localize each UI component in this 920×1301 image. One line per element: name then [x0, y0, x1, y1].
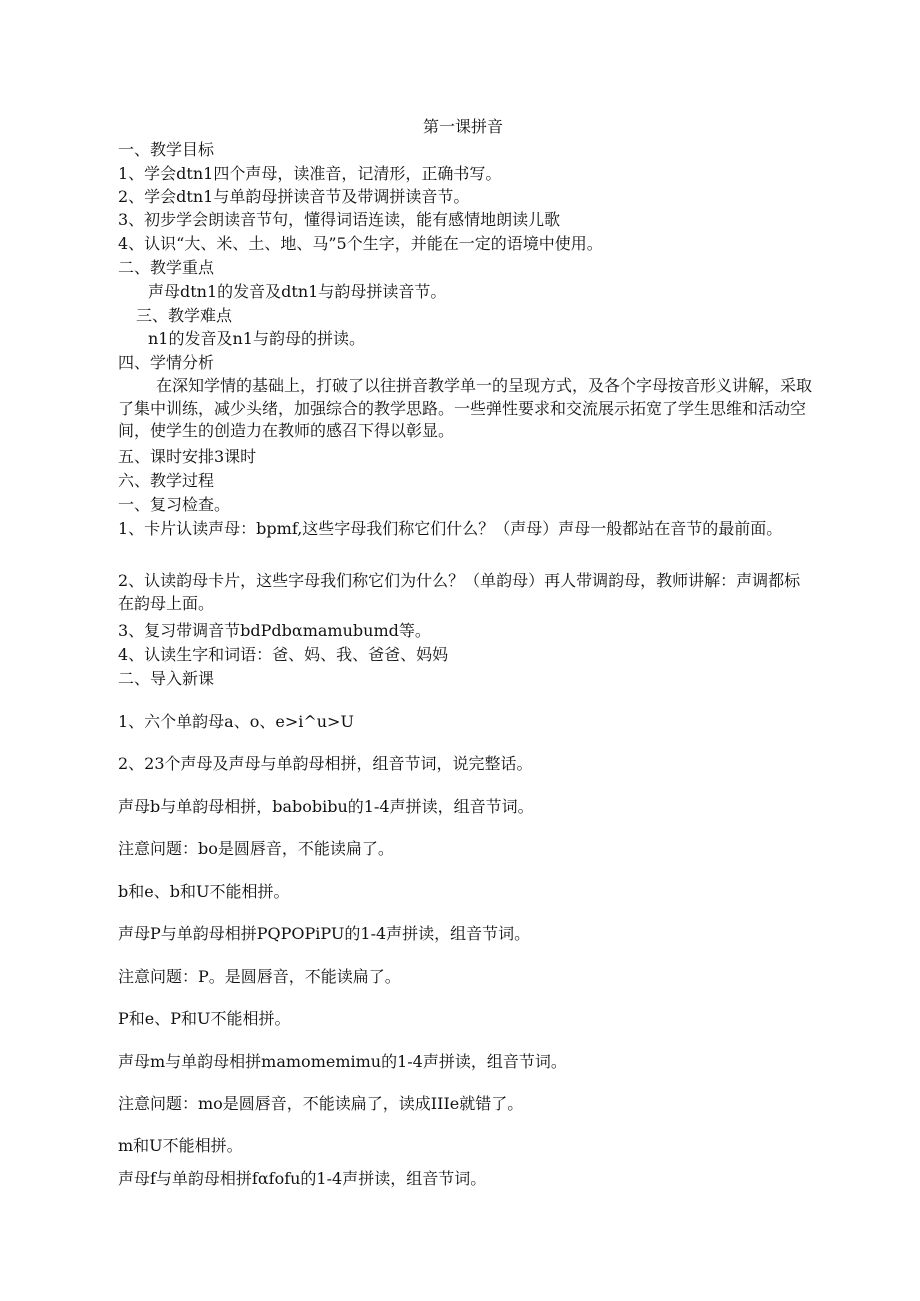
- b-spelling: 声母b与单韵母相拼，babobibu的1-4声拼读，组音节词。: [118, 797, 534, 816]
- document-title: 第一课拼音: [423, 117, 504, 136]
- review-item-4: 4、认读生字和词语：爸、妈、我、爸爸、妈妈: [118, 645, 449, 664]
- p-restriction: P和e、P和U不能相拼。: [118, 1009, 291, 1028]
- b-restriction: b和e、b和U不能相拼。: [118, 882, 290, 901]
- p-note: 注意问题：P。是圆唇音，不能读扁了。: [118, 967, 401, 986]
- m-restriction: m和U不能相拼。: [118, 1136, 243, 1155]
- m-spelling: 声母m与单韵母相拼mamomemimu的1-4声拼读，组音节词。: [118, 1052, 567, 1071]
- goal-item-3: 3、初步学会朗读音节句，懂得词语连读，能有感情地朗读儿歌: [118, 210, 561, 229]
- subheading-review: 一、复习检查。: [118, 495, 231, 514]
- key-points-text: 声母dtn1的发音及dtn1与韵母拼读音节。: [148, 282, 447, 301]
- new-lesson-item-1: 1、六个单韵母a、o、e>i^u>U: [118, 712, 354, 731]
- review-item-1: 1、卡片认读声母：bpmf,这些字母我们称它们什么？（声母）声母一般都站在音节的最前面。: [118, 519, 783, 538]
- heading-teaching-goals: 一、教学目标: [118, 140, 215, 159]
- new-lesson-item-2: 2、23个声母及声母与单韵母相拼，组音节词，说完整话。: [118, 754, 533, 773]
- review-item-2: 2、认读韵母卡片，这些字母我们称它们为什么？（单韵母）再人带调韵母，教师讲解：声调都标在韵母上面。: [118, 571, 801, 613]
- f-spelling: 声母f与单韵母相拼fαfofu的1-4声拼读，组音节词。: [118, 1169, 487, 1188]
- learning-analysis-paragraph: 在深知学情的基础上，打破了以往拼音教学单一的呈现方式，及各个字母按音形义讲解，采取了集中训练，减少头绪，加强综合的教学思路。一些弹性要求和交流展示拓宽了学生思维和活动空间，使学生的创造力在教师的感召下得以彰显。: [118, 376, 813, 440]
- m-note: 注意问题：mo是圆唇音，不能读扁了，读成IIIe就错了。: [118, 1094, 524, 1113]
- heading-difficulties: 三、教学难点: [136, 306, 233, 325]
- goal-item-2: 2、学会dtn1与单韵母拼读音节及带调拼读音节。: [118, 187, 470, 206]
- heading-teaching-process: 六、教学过程: [118, 471, 215, 490]
- heading-learning-analysis: 四、学情分析: [118, 353, 215, 372]
- b-note: 注意问题：bo是圆唇音，不能读扁了。: [118, 839, 394, 858]
- goal-item-1: 1、学会dtn1四个声母，读准音，记清形，正确书写。: [118, 164, 502, 183]
- difficulties-text: n1的发音及n1与韵母的拼读。: [148, 329, 365, 348]
- subheading-new-lesson: 二、导入新课: [118, 669, 215, 688]
- heading-class-hours: 五、课时安排3课时: [118, 447, 257, 466]
- heading-key-points: 二、教学重点: [118, 258, 215, 277]
- goal-item-4: 4、认识“大、米、土、地、马”5个生字，并能在一定的语境中使用。: [118, 234, 603, 253]
- p-spelling: 声母P与单韵母相拼PQPOPiPU的1-4声拼读，组音节词。: [118, 924, 531, 943]
- review-item-3: 3、复习带调音节bdPdbαmamubumd等。: [118, 621, 431, 640]
